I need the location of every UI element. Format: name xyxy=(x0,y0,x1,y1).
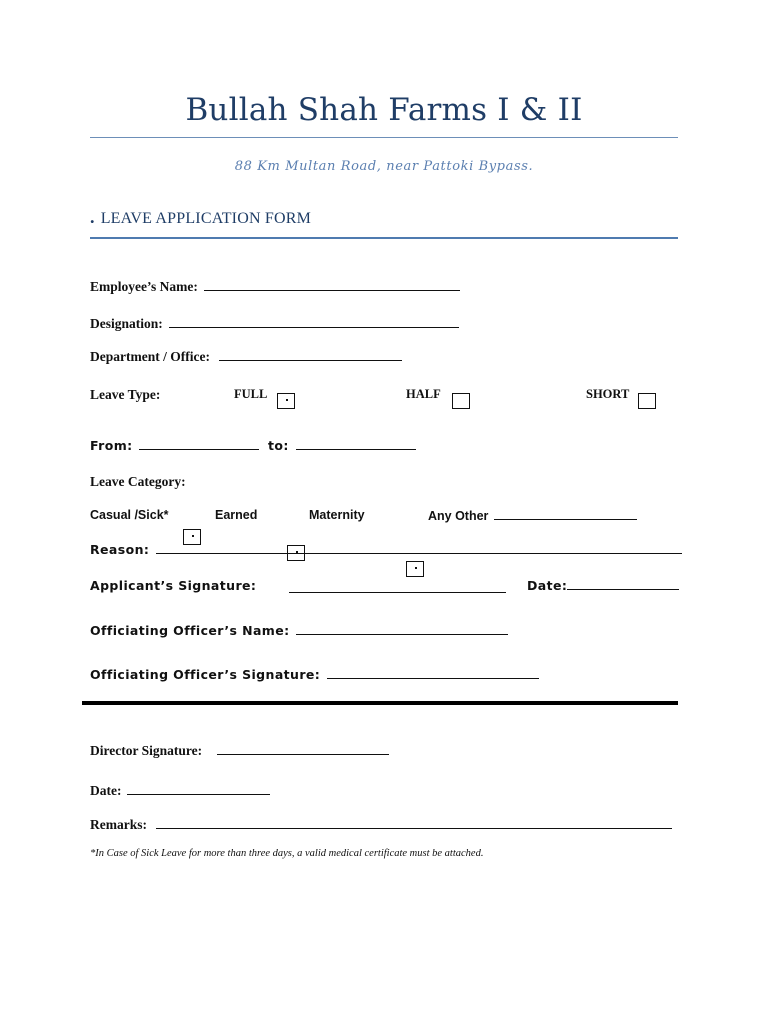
reason-label: Reason: xyxy=(90,542,150,557)
leave-type-full-checkbox[interactable] xyxy=(277,393,295,409)
department-row xyxy=(90,349,402,365)
department-label: Department / Office: xyxy=(90,349,210,364)
director-signature-label: Director Signature: xyxy=(90,743,203,758)
leave-category-label: Leave Category: xyxy=(90,474,186,489)
employee-name-label: Employee’s Name: xyxy=(90,279,198,294)
employee-name-field[interactable] xyxy=(204,279,460,291)
reason-field[interactable] xyxy=(156,542,682,554)
section-divider xyxy=(90,237,678,239)
category-other-field[interactable] xyxy=(494,508,637,520)
company-address: 88 Km Multan Road, near Pattoki Bypass. xyxy=(234,159,534,174)
officer-name-label: Officiating Officer’s Name: xyxy=(90,623,290,638)
officer-name-field[interactable] xyxy=(296,623,508,635)
reason-row xyxy=(90,542,682,557)
title-divider xyxy=(90,137,678,138)
director-signature-field[interactable] xyxy=(217,743,389,755)
date-range-row xyxy=(90,438,416,453)
designation-field[interactable] xyxy=(169,316,459,328)
section-bullet: . xyxy=(90,207,95,227)
category-maternity-checkbox[interactable] xyxy=(406,561,424,577)
applicant-signature-label: Applicant’s Signature: xyxy=(90,578,257,593)
category-other-row xyxy=(428,508,637,523)
director-date-label: Date: xyxy=(90,783,122,798)
officer-signature-row xyxy=(90,667,539,682)
applicant-date-label: Date: xyxy=(527,578,568,593)
applicant-signature-field[interactable] xyxy=(289,581,506,593)
section-heading xyxy=(90,207,311,228)
employee-name-row xyxy=(90,279,460,295)
officer-name-row xyxy=(90,623,508,638)
department-field[interactable] xyxy=(219,349,402,361)
leave-type-short-checkbox[interactable] xyxy=(638,393,656,409)
applicant-date-row xyxy=(527,578,679,593)
designation-label: Designation: xyxy=(90,316,163,331)
category-other-label: Any Other xyxy=(428,509,489,523)
to-date-field[interactable] xyxy=(296,438,416,450)
director-date-row xyxy=(90,783,270,799)
director-signature-row xyxy=(90,743,389,759)
category-maternity-label: Maternity xyxy=(309,508,365,522)
designation-row xyxy=(90,316,459,332)
section-title: LEAVE APPLICATION FORM xyxy=(100,210,312,227)
leave-type-short-label: SHORT xyxy=(586,387,630,401)
to-label: to: xyxy=(268,438,289,453)
category-earned-label: Earned xyxy=(215,508,258,522)
officer-signature-label: Officiating Officer’s Signature: xyxy=(90,667,321,682)
leave-type-half-checkbox[interactable] xyxy=(452,393,470,409)
director-date-field[interactable] xyxy=(127,783,270,795)
leave-type-half-label: HALF xyxy=(406,387,441,401)
from-label: From: xyxy=(90,438,133,453)
form-title: Bullah Shah Farms I & II xyxy=(185,92,583,128)
leave-type-full-label: FULL xyxy=(234,387,268,401)
remarks-row xyxy=(90,817,672,833)
from-date-field[interactable] xyxy=(139,438,259,450)
section-separator xyxy=(82,701,678,705)
sick-leave-note: *In Case of Sick Leave for more than three days, a valid medical certificate must be attached. xyxy=(90,848,484,859)
remarks-label: Remarks: xyxy=(90,817,147,832)
officer-signature-field[interactable] xyxy=(327,667,539,679)
applicant-date-field[interactable] xyxy=(567,578,679,590)
remarks-field[interactable] xyxy=(156,817,672,829)
category-casual-label: Casual /Sick* xyxy=(90,508,169,522)
leave-type-label: Leave Type: xyxy=(90,387,161,402)
